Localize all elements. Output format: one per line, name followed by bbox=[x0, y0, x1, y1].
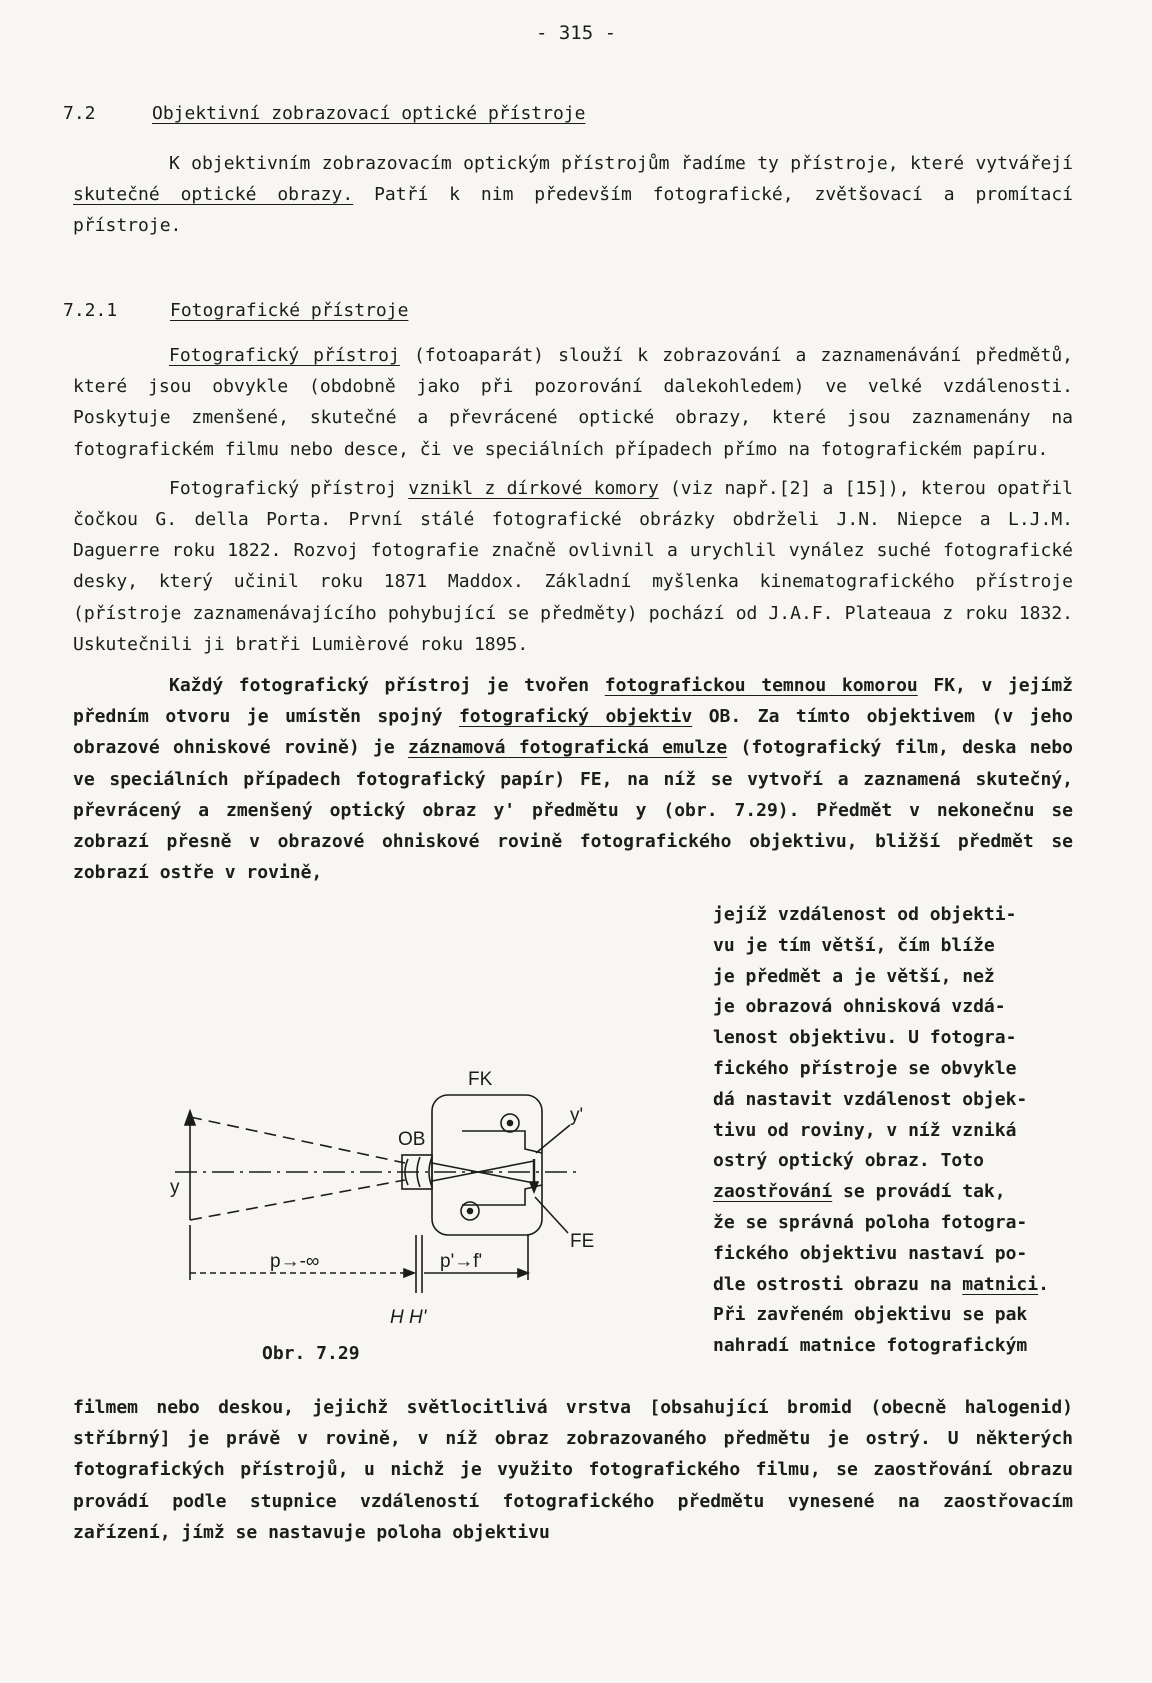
label-y: y bbox=[170, 1177, 180, 1198]
section-number: 7.2 bbox=[63, 103, 96, 124]
term-emulsion: záznamová fotografická emulze bbox=[407, 737, 728, 759]
page-number: - 315 - bbox=[535, 22, 617, 44]
term-camera: Fotografický přístroj bbox=[169, 345, 400, 366]
section-title: Objektivní zobrazovací optické přístroje bbox=[152, 103, 586, 124]
label-fe: FE bbox=[570, 1231, 595, 1252]
term-focusing: zaostřování bbox=[713, 1181, 833, 1203]
image-ray-2 bbox=[432, 1161, 534, 1181]
label-fk: FK bbox=[468, 1069, 493, 1090]
y-prime-leader bbox=[536, 1125, 570, 1153]
film-path-top bbox=[462, 1131, 542, 1153]
ray-upper bbox=[190, 1117, 405, 1163]
label-principal-planes: H H' bbox=[390, 1307, 427, 1328]
side-column-text: jejíž vzdálenost od objekti- vu je tím větší, čím blíže je předmět a je větší, než je obrazová ohnisková vzdá- lenost objektivu. U fotogra- fického přístroje se obvykle dá nastavit vzdálenost objek- tivu od roviny, v níž vzniká ostrý optický obraz. Toto zaostřování se provádí tak, že se správná poloha fotogra- fického objektivu nastaví po- dle ostrosti obrazu na matnici. Při zavřeném objektivu se pak nahradí matnice fotografickým bbox=[713, 904, 1049, 1357]
term-darkroom: fotografickou temnou komorou bbox=[604, 675, 918, 697]
intro-paragraph: K objektivním zobrazovacím optickým přístrojům řadíme ty přístroje, které vytvářejí skutečné optické obrazy. Patří k nim především fotografické, zvětšovací a promítací přístroje. bbox=[73, 153, 1073, 237]
darkroom-body bbox=[432, 1095, 542, 1235]
paragraph-2: Fotografický přístroj vznikl z dírkové komory (viz např.[2] a [15]), kterou opatřil čočkou G. della Porta. První stálé fotografické obrázky obdrželi J.N. Niepce a L.J.M. Daguerre roku 1822. Rozvoj fotografie značně ovlivnil a urychlil vynález suché fotografické desky, který učinil roku 1871 Maddox. Základní myšlenka kinematografického přístroje (přístroje zaznamenávajícího pohybující se předměty) pochází od J.A.F. Plateaua z roku 1832. Uskutečnili ji bratři Lumièrové roku 1895. bbox=[73, 477, 1073, 655]
term-pinhole: vznikl z dírkové komory bbox=[408, 477, 659, 499]
body-text-top bbox=[73, 340, 1073, 888]
image-ray-1 bbox=[432, 1163, 534, 1183]
term-ground-glass: matnici bbox=[962, 1273, 1039, 1295]
subsection-title: Fotografické přístroje bbox=[170, 300, 409, 321]
term-real-images: skutečné optické obrazy. bbox=[73, 184, 354, 206]
subsection-number: 7.2.1 bbox=[63, 300, 118, 321]
paragraph-1: Fotografický přístroj (fotoaparát) slouží k zobrazování a zaznamenávání předmětů, které jsou obvykle (obdobně jako při pozorování dalekohledem) ve velké vzdálenosti. Poskytuje zmenšené, skutečné a převrácené optické obrazy, které jsou zaznamenány na fotografickém filmu nebo desce, či ve speciálních případech přímo na fotografickém papíru. bbox=[73, 345, 1074, 460]
figure-caption: Obr. 7.29 bbox=[262, 1343, 360, 1364]
camera-diagram bbox=[170, 1065, 690, 1365]
term-objective: fotografický objektiv bbox=[458, 706, 693, 728]
paragraph-3: Každý fotografický přístroj je tvořen fotografickou temnou komorou FK, v jejímž předním otvoru je umístěn spojný fotografický objektiv OB. Za tímto objektivem (v jeho obrazové ohniskové rovině) je záznamová fotografická emulze (fotografický film, deska nebo ve speciálních případech fotografický papír) FE, na níž se vytvoří a zaznamená skutečný, převrácený a zmenšený optický obraz y' předmětu y (obr. 7.29). Předmět v nekonečnu se zobrazí přesně v obrazové ohniskové rovině fotografického objektivu, bližší předmět se zobrazí ostře v rovině, bbox=[73, 675, 1074, 884]
label-y-prime: y' bbox=[570, 1105, 584, 1126]
label-ob: OB bbox=[398, 1129, 426, 1150]
ray-lower bbox=[190, 1180, 405, 1220]
label-p-prime: p'→f' bbox=[440, 1251, 483, 1272]
label-p: p→-∞ bbox=[270, 1251, 320, 1272]
paragraph-4: filmem nebo deskou, jejichž světlocitlivá vrstva [obsahující bromid (obecně halogenid) stříbrný] je právě v rovině, v níž obraz zobrazovaného předmětu je ostrý. U některých fotografických přístrojů, u nichž je využito fotografického filmu, se zaostřování obrazu provádí podle stupnice vzdáleností fotografického předmětu vynesené na zaostřovacím zařízení, jímž se nastavuje poloha objektivu bbox=[73, 1397, 1073, 1543]
film-path-bottom bbox=[462, 1185, 542, 1205]
